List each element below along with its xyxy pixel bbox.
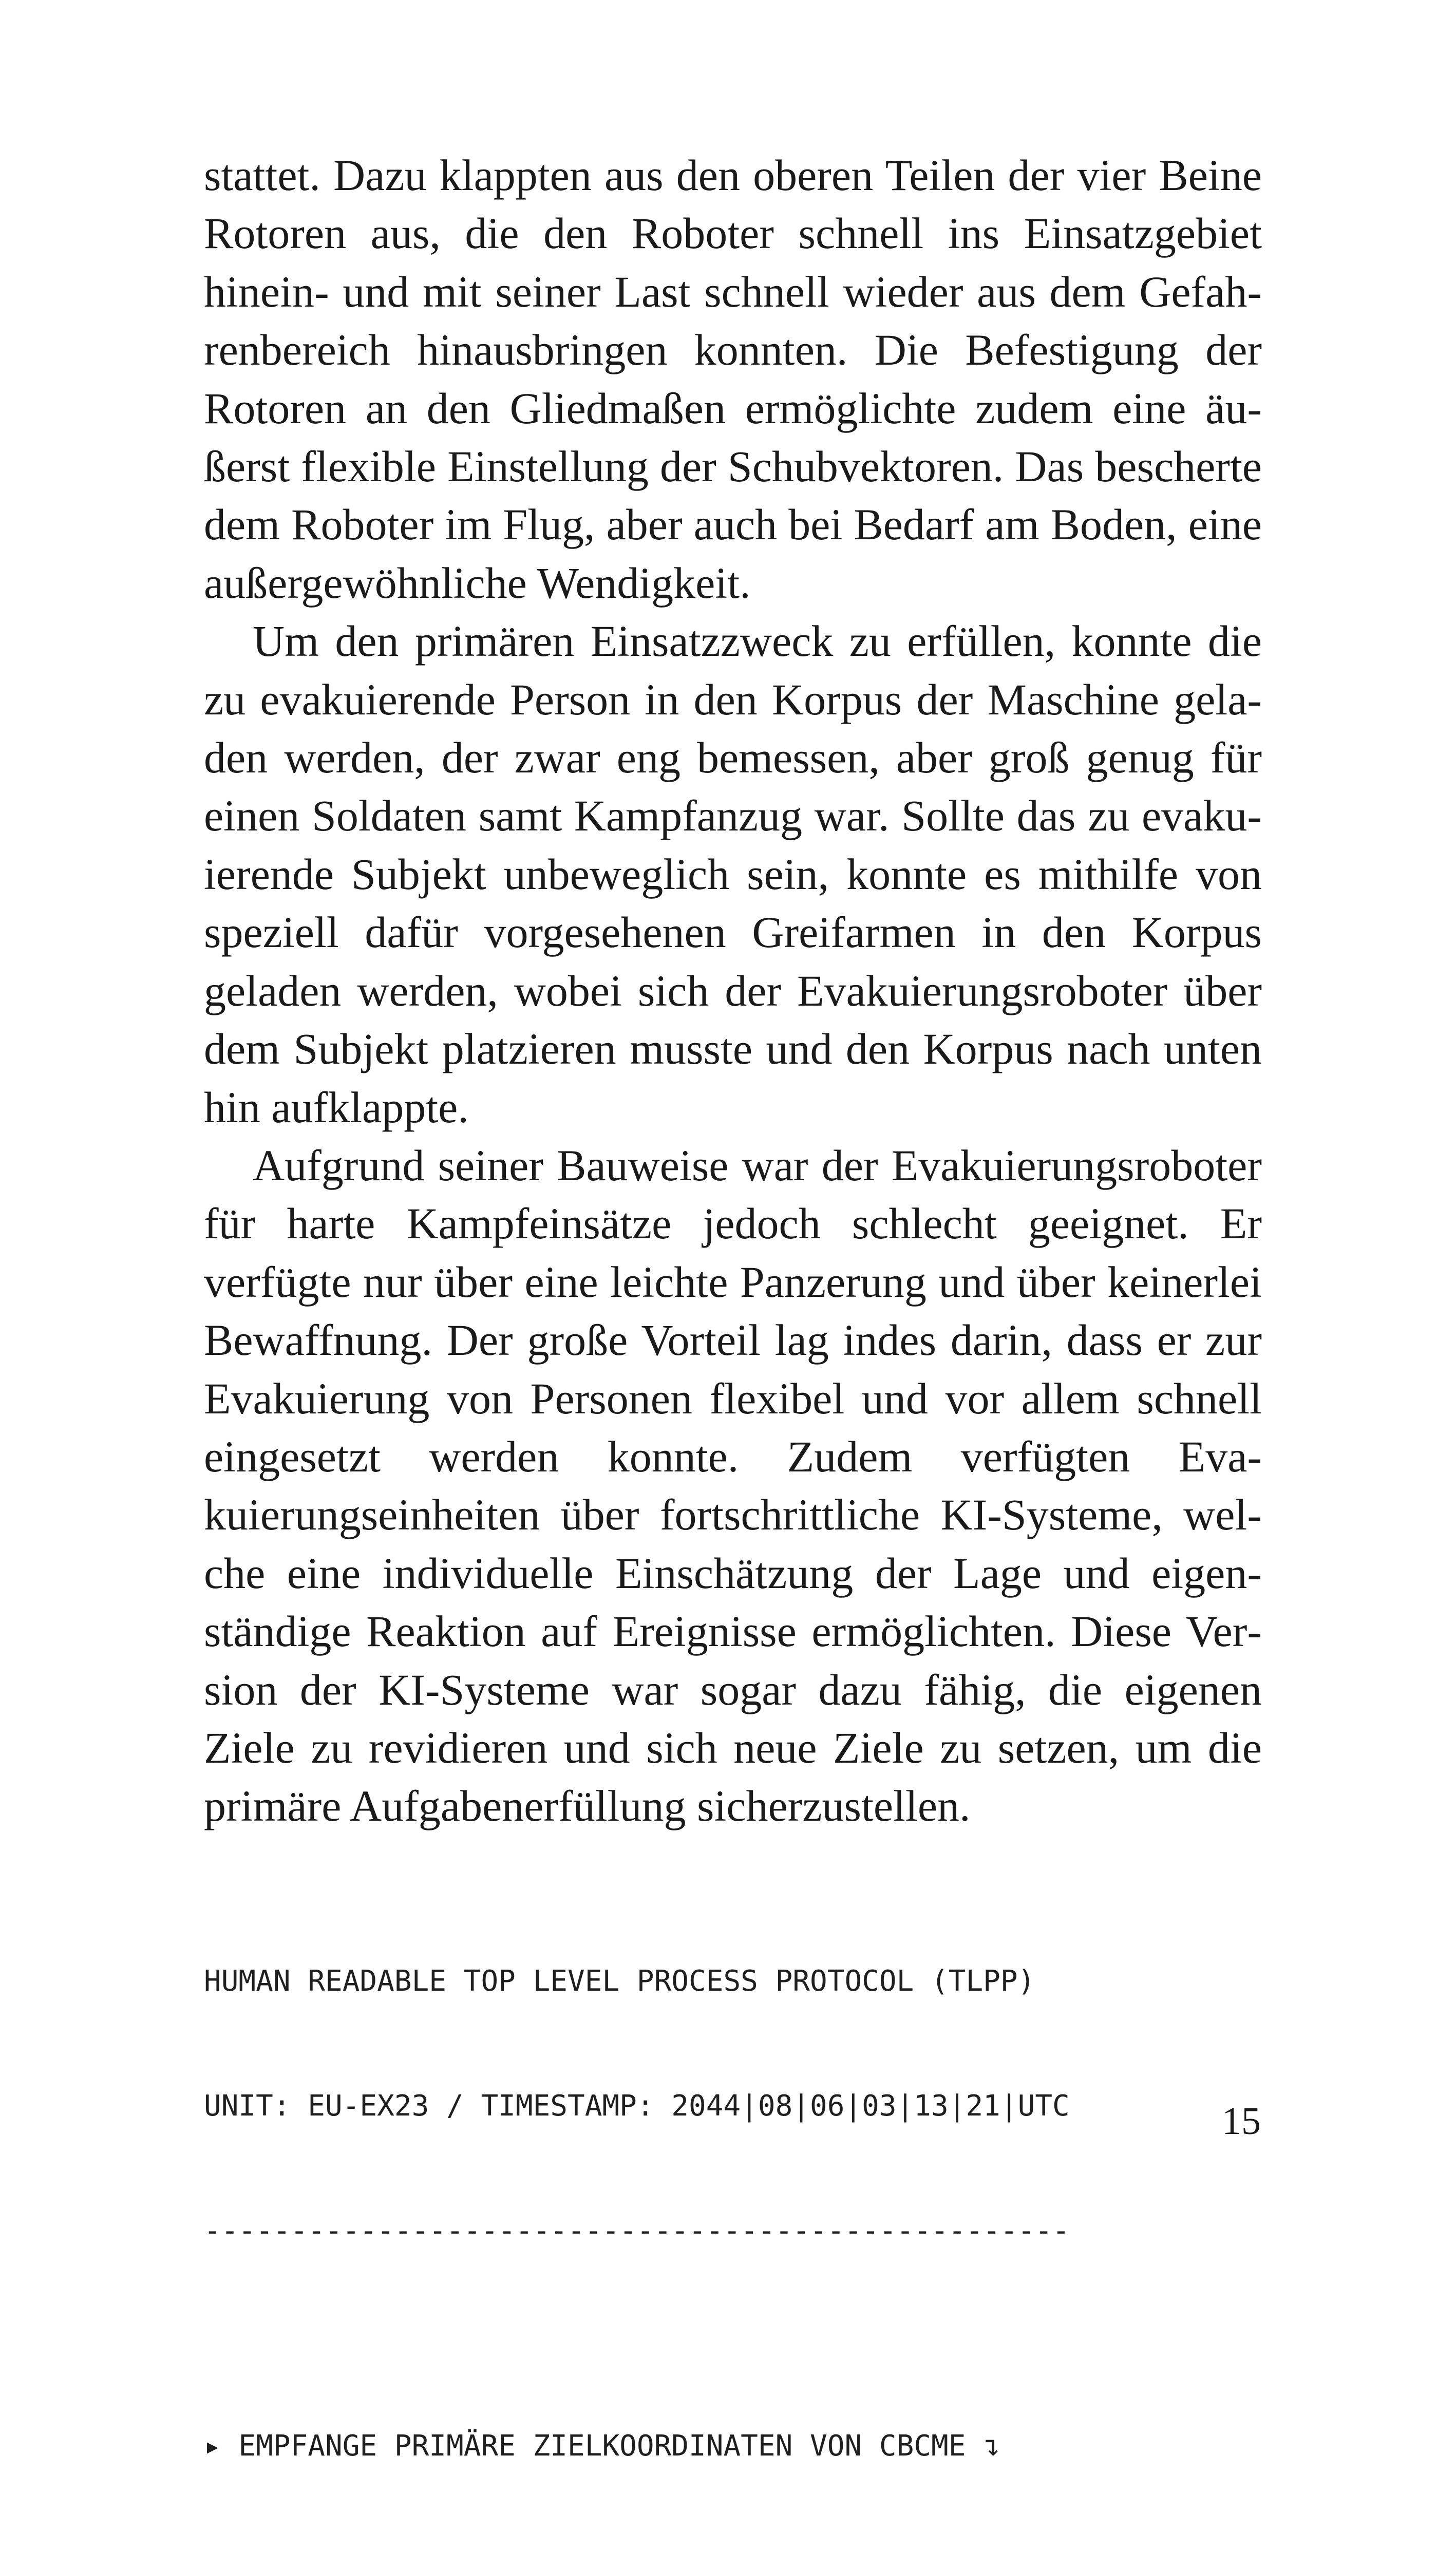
protocol-spacer bbox=[204, 2335, 1262, 2342]
page-number: 15 bbox=[1222, 2100, 1261, 2143]
process-protocol-block bbox=[204, 1877, 1262, 2550]
protocol-header: HUMAN READABLE TOP LEVEL PROCESS PROTOCOL (TLPP) bbox=[204, 1965, 1035, 1998]
protocol-divider: -------------------------------------------------- bbox=[204, 2214, 1070, 2247]
protocol-entry: ▸ EMPFANGE PRIMÄRE ZIELKOORDINATEN VON CBCME ↴ bbox=[204, 2429, 1000, 2463]
paragraph-2: Um den primären Einsatzzweck zu erfüllen, konnte die zu evakuierende Person in den Korpus der Maschine geladen werden, der zwar eng bemessen, aber groß genug für einen Soldaten samt Kampfanzug war. Sollte das zu evakuierende Subjekt unbeweglich sein, konnte es mithilfe von speziell dafür vorgesehenen Greifarmen in den Korpus geladen werden, wobei sich der Evakuierungsroboter über dem Subjekt platzieren musste und den Korpus nach unten hin aufklappte. bbox=[204, 616, 1262, 1132]
protocol-unit-timestamp: UNIT: EU-EX23 / TIMESTAMP: 2044|08|06|03|13|21|UTC bbox=[204, 2089, 1070, 2123]
paragraph-3: Aufgrund seiner Bauweise war der Evakuierungsroboter für harte Kampfeinsätze jedoch schlecht geeignet. Er verfügte nur über eine leichte Panzerung und über keinerlei Bewaffnung. Der große Vorteil lag indes darin, dass er zur Evakuierung von Personen flexibel und vor allem schnell eingesetzt werden konnte. Zudem verfügten Evakuierungseinheiten über fortschrittliche KI-Systeme, welche eine individuelle Einschätzung der Lage und eigenständige Reaktion auf Ereignisse ermöglichten. Diese Version der KI-Systeme war sogar dazu fähig, die eigenen Ziele zu revidieren und sich neue Ziele zu setzen, um die primäre Aufgabenerfüllung sicherzustellen. bbox=[204, 1140, 1262, 1831]
paragraph-1: stattet. Dazu klappten aus den oberen Teilen der vier Beine Rotoren aus, die den Roboter schnell ins Einsatzgebiet hinein- und mit seiner Last schnell wieder aus dem Gefahrenbereich hinausbringen konnten. Die Befestigung der Rotoren an den Gliedmaßen ermöglichte zudem eine äußerst flexible Einstellung der Schubvektoren. Das bescherte dem Roboter im Flug, aber auch bei Bedarf am Boden, eine außergewöhnliche Wendigkeit. bbox=[204, 150, 1262, 608]
body-text bbox=[204, 146, 1262, 1836]
